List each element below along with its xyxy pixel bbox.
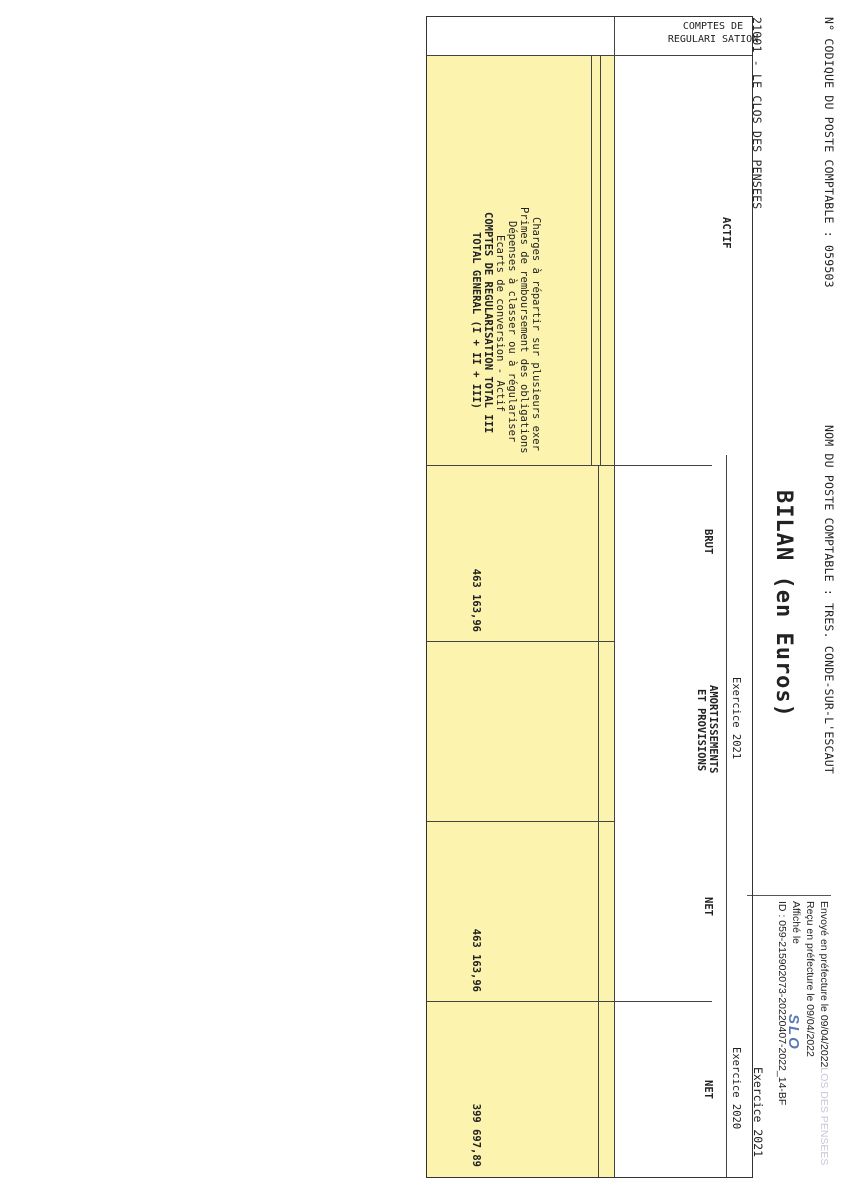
- col-header-brut: BRUT: [702, 529, 714, 555]
- poste-codique: N° CODIQUE DU POSTE COMPTABLE : 059503: [822, 17, 836, 288]
- collectivite-name: 21001 - LE CLOS DES PENSEES: [750, 17, 764, 210]
- row-primes: Primes de remboursement des obligations: [518, 207, 530, 454]
- row-total-iii: COMPTES DE REGULARISATION TOTAL III: [482, 212, 494, 434]
- exercice-2020-header: Exercice 2020: [730, 1047, 742, 1130]
- section-line-1: COMPTES DE: [682, 21, 744, 32]
- slow-logo: SLO: [785, 1014, 802, 1051]
- exercice-2021-header: Exercice 2021: [730, 677, 742, 760]
- total-brut: 463 163,96: [470, 568, 482, 632]
- bilan-table: [426, 16, 753, 1178]
- row-total-general: TOTAL GENERAL (I + II + III): [470, 232, 482, 410]
- poste-nom: NOM DU POSTE COMPTABLE : TRES. CONDE-SUR-L'ESCAUT: [822, 425, 836, 775]
- col-header-amort-2: ET PROVISIONS: [695, 689, 707, 772]
- exercice-label: Exercice 2021: [751, 1066, 765, 1157]
- row-charges: Charges à répartir sur plusieurs exer: [530, 217, 542, 451]
- col-header-net: NET: [702, 897, 714, 916]
- section-header-text: [653, 20, 773, 46]
- row-ecarts: Ecarts de conversion - Actif: [494, 235, 506, 413]
- col-header-amort-1: AMORTISSEMENTS: [707, 685, 719, 774]
- section-line-2: REGULARI SATION: [667, 34, 759, 45]
- stamp-id: ID : 059-215902073-20220407-2022_14-BF: [776, 901, 788, 1106]
- stamp-sent: Envoyé en préfecture le 09/04/2022: [818, 901, 830, 1068]
- stamp-posted: Affiché le: [790, 901, 802, 944]
- col-header-net-2020: NET: [702, 1080, 714, 1099]
- page-title: BILAN (en Euros): [771, 490, 796, 718]
- stamp-sent-line: [817, 901, 831, 1166]
- col-header-actif: ACTIF: [720, 217, 732, 249]
- stamp-ghost-text: LOS DES PENSEES: [818, 1067, 830, 1166]
- stamp-received: Reçu en préfecture le 09/04/2022: [804, 901, 816, 1057]
- row-depenses: Dépenses à classer ou à régulariser: [506, 221, 518, 443]
- section-header: [616, 16, 759, 54]
- total-net-2020: 399 697,89: [470, 1103, 482, 1167]
- total-net: 463 163,96: [470, 928, 482, 992]
